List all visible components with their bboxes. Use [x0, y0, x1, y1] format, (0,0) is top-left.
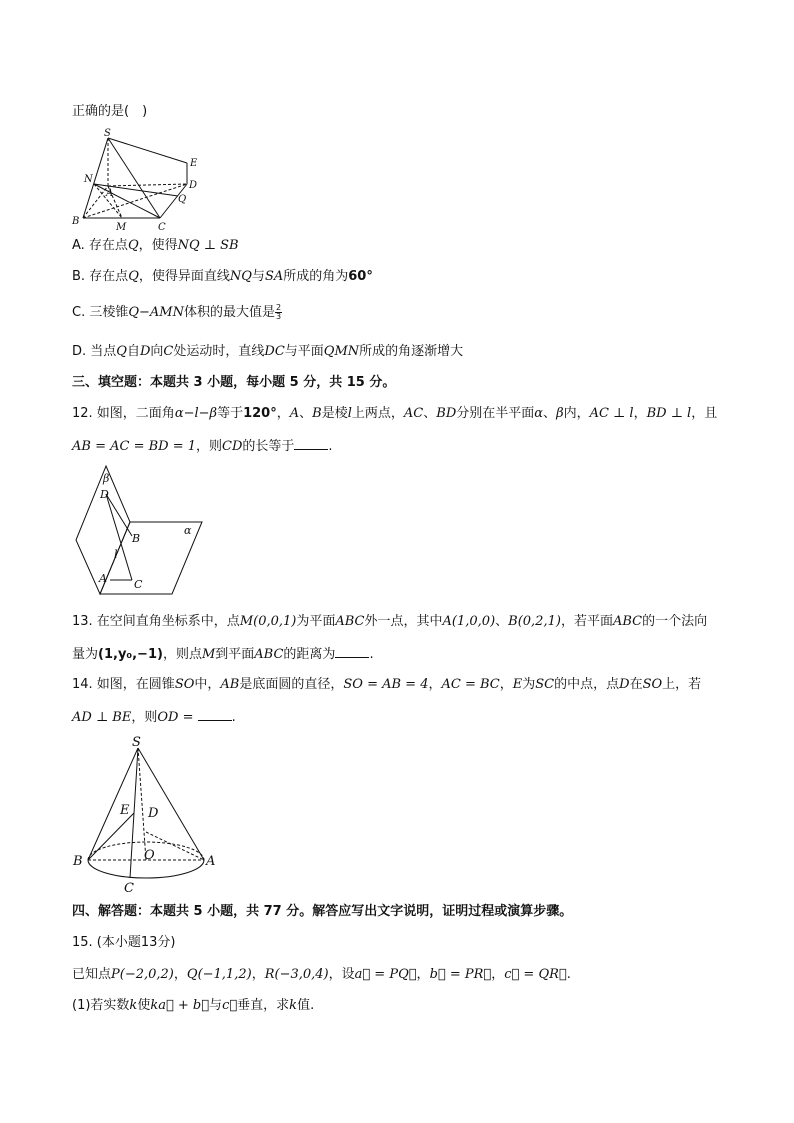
- text: ，: [173, 967, 187, 982]
- segment-db: [106, 494, 132, 536]
- q15-header: [72, 933, 176, 953]
- label-M: M: [116, 222, 127, 233]
- math: AB = AC = BD = 1: [72, 439, 196, 454]
- text: 、: [495, 614, 509, 629]
- text: 所成的角逐渐增大: [359, 344, 464, 359]
- math: NQ: [229, 269, 252, 284]
- text: 所成的角为: [283, 269, 349, 284]
- text: 到平面: [215, 647, 255, 662]
- label-C: C: [134, 578, 143, 591]
- text: 内，: [563, 406, 590, 421]
- math: α: [534, 406, 544, 421]
- text: ，使得异面直线: [138, 269, 230, 284]
- math: AC = BC: [441, 677, 500, 692]
- math: k: [289, 998, 298, 1013]
- q14-line-2: [72, 707, 236, 728]
- edge-sc: [108, 138, 160, 218]
- q11-option-b: [72, 267, 373, 287]
- text: 值.: [297, 998, 315, 1013]
- text: 12. 如图，二面角: [72, 406, 175, 421]
- label-O: O: [144, 848, 155, 863]
- label-S: S: [104, 128, 111, 139]
- text: 中，: [194, 677, 221, 692]
- math: M: [201, 647, 216, 662]
- text: ，若平面: [560, 614, 613, 629]
- text: .: [369, 647, 374, 662]
- math: D: [139, 344, 151, 359]
- text: 、: [299, 406, 313, 421]
- text: 的长等于: [242, 439, 295, 454]
- text: ，使得: [138, 238, 178, 253]
- text: 为: [522, 677, 536, 692]
- math: ABC: [254, 647, 284, 662]
- q14-figure: [70, 732, 220, 896]
- text: .: [231, 710, 236, 725]
- text: B. 存在点: [72, 269, 129, 284]
- math: A: [289, 406, 300, 421]
- label-D: D: [148, 806, 159, 821]
- text: 、: [423, 406, 437, 421]
- text: D. 当点: [72, 344, 117, 359]
- label-A: A: [206, 854, 216, 869]
- text: 外一点，其中: [364, 614, 443, 629]
- math: l: [347, 406, 352, 421]
- text: 与: [209, 998, 223, 1013]
- math: AD ⊥ BE: [72, 710, 132, 725]
- answer-blank[interactable]: [335, 644, 369, 658]
- math: B: [312, 406, 322, 421]
- math: E: [512, 677, 523, 692]
- math: B(0,2,1): [508, 614, 561, 629]
- math: A(1,0,0): [442, 614, 496, 629]
- text: 在: [629, 677, 643, 692]
- denominator: 3: [275, 312, 282, 321]
- text: 、: [543, 406, 557, 421]
- label-l: l: [114, 548, 118, 561]
- q11-option-a: [72, 236, 239, 256]
- section-3-title: [72, 373, 395, 393]
- q12-line-2: [72, 436, 333, 457]
- answer-blank[interactable]: [198, 707, 232, 721]
- edge-ad: [108, 184, 187, 186]
- math: P(−2,0,2): [111, 967, 174, 982]
- q15-line-1: [72, 965, 571, 985]
- text: A. 存在点: [72, 238, 128, 253]
- text: ，: [633, 406, 647, 421]
- text: 已知点: [72, 967, 112, 982]
- fraction: [275, 304, 282, 321]
- segment-dc: [106, 494, 132, 580]
- text: 13. 在空间直角坐标系中，点: [72, 614, 240, 629]
- text: ，则点: [162, 647, 202, 662]
- answer-blank[interactable]: [294, 436, 328, 450]
- math: QMN: [323, 344, 360, 359]
- q11-stem-text: 正确的是( ): [72, 104, 148, 119]
- label-B: B: [73, 854, 83, 869]
- section-title-text: 四、解答题：本题共 5 小题，共 77 分。解答应写出文字说明，证明过程或演算步骤。: [72, 904, 573, 919]
- math: AC: [403, 406, 424, 421]
- q11-option-c: [72, 303, 282, 323]
- math: OD =: [157, 710, 194, 725]
- math: SO: [174, 677, 195, 692]
- label-B: B: [132, 532, 141, 545]
- text: 为平面: [296, 614, 336, 629]
- q12-line-1: [72, 404, 717, 424]
- numerator: 2: [275, 303, 282, 312]
- math: SO: [642, 677, 663, 692]
- label-B: B: [72, 216, 80, 227]
- text: 体积的最大值是: [183, 305, 275, 320]
- text: 上，若: [662, 677, 702, 692]
- q11-stem-tail: [72, 102, 147, 122]
- q12-figure: [70, 462, 210, 602]
- text: 向: [150, 344, 164, 359]
- label-C: C: [158, 222, 166, 233]
- edge-se: [108, 138, 187, 163]
- text: 与: [251, 269, 265, 284]
- math: Q−AMN: [128, 305, 184, 320]
- math: BD: [436, 406, 457, 421]
- cone-edge-sb: [88, 748, 138, 860]
- text: ，: [251, 967, 265, 982]
- text: 的一个法向: [642, 614, 708, 629]
- math: α−l−β: [174, 406, 218, 421]
- text: ，: [416, 967, 430, 982]
- text: 上两点，: [351, 406, 404, 421]
- math: c⃗: [222, 998, 238, 1013]
- text: 的中点，点: [554, 677, 620, 692]
- text: .: [566, 967, 571, 982]
- text: ，: [499, 677, 513, 692]
- math: k: [129, 998, 138, 1013]
- math: Q(−1,1,2): [186, 967, 252, 982]
- q11-figure: [70, 126, 210, 234]
- label-D: D: [189, 180, 198, 191]
- label-S: S: [132, 735, 141, 750]
- math: c⃗ = QR⃗: [504, 967, 567, 982]
- text: 使: [137, 998, 151, 1013]
- text: 分别在半平面: [456, 406, 535, 421]
- math: SO = AB = 4: [343, 677, 429, 692]
- math: AC ⊥ l: [589, 406, 634, 421]
- math: BD ⊥ l: [646, 406, 692, 421]
- label-N: N: [84, 174, 93, 185]
- math: b⃗ = PR⃗: [429, 967, 492, 982]
- text: ，且: [691, 406, 718, 421]
- text: C. 三棱锥: [72, 305, 129, 320]
- math: 60°: [348, 269, 373, 284]
- section-4-title: [72, 902, 572, 922]
- q13-line-1: [72, 612, 707, 632]
- q14-line-1: [72, 675, 701, 695]
- math: Q: [127, 238, 139, 253]
- text: 14. 如图，在圆锥: [72, 677, 175, 692]
- math: C: [163, 344, 174, 359]
- text: ，设: [328, 967, 355, 982]
- math: ABC: [612, 614, 643, 629]
- edge-ba: [83, 186, 108, 218]
- text: 等于: [217, 406, 244, 421]
- math: NQ ⊥ SB: [177, 238, 239, 253]
- math: SA: [264, 269, 284, 284]
- math: ABC: [335, 614, 365, 629]
- label-E: E: [120, 803, 130, 818]
- text: 量为: [72, 647, 99, 662]
- math: Q: [128, 269, 139, 284]
- text: 与平面: [284, 344, 324, 359]
- text: 垂直，求: [237, 998, 290, 1013]
- label-A: A: [106, 188, 114, 199]
- text: ，: [428, 677, 442, 692]
- math: M(0,0,1): [239, 614, 297, 629]
- text: .: [328, 439, 333, 454]
- text: 15. (本小题13分): [72, 935, 176, 950]
- text: ，: [491, 967, 505, 982]
- math: β: [556, 406, 564, 421]
- math: CD: [222, 439, 243, 454]
- q15-part-1: [72, 996, 314, 1016]
- label-beta: β: [103, 472, 110, 485]
- section-title-text: 三、填空题：本题共 3 小题，每小题 5 分，共 15 分。: [72, 375, 396, 390]
- math: D: [619, 677, 630, 692]
- math: AB: [220, 677, 240, 692]
- math: DC: [264, 344, 285, 359]
- label-Q: Q: [178, 194, 187, 205]
- cone-edge-sa: [138, 748, 204, 860]
- text: (1)若实数: [72, 998, 130, 1013]
- label-C: C: [124, 881, 134, 896]
- text: ，则: [196, 439, 223, 454]
- math: SC: [535, 677, 555, 692]
- label-alpha: α: [184, 524, 192, 537]
- text: 是底面圆的直径，: [239, 677, 344, 692]
- label-D: D: [100, 488, 109, 501]
- math: Q: [116, 344, 127, 359]
- q13-line-2: [72, 644, 374, 665]
- label-A: A: [99, 572, 107, 585]
- text: 自: [126, 344, 140, 359]
- text: 处运动时，直线: [173, 344, 265, 359]
- text: ，: [276, 406, 290, 421]
- q11-option-d: [72, 342, 463, 362]
- math: ka⃗ + b⃗: [150, 998, 210, 1013]
- axis-so: [138, 748, 146, 860]
- math: (1,y₀,−1): [98, 647, 163, 662]
- text: ，则: [131, 710, 158, 725]
- text: 是棱: [321, 406, 348, 421]
- segment-be: [88, 813, 134, 860]
- math: 120°: [243, 406, 277, 421]
- math: R(−3,0,4): [264, 967, 329, 982]
- label-E: E: [190, 158, 198, 169]
- math: a⃗ = PQ⃗: [354, 967, 417, 982]
- text: 的距离为: [283, 647, 336, 662]
